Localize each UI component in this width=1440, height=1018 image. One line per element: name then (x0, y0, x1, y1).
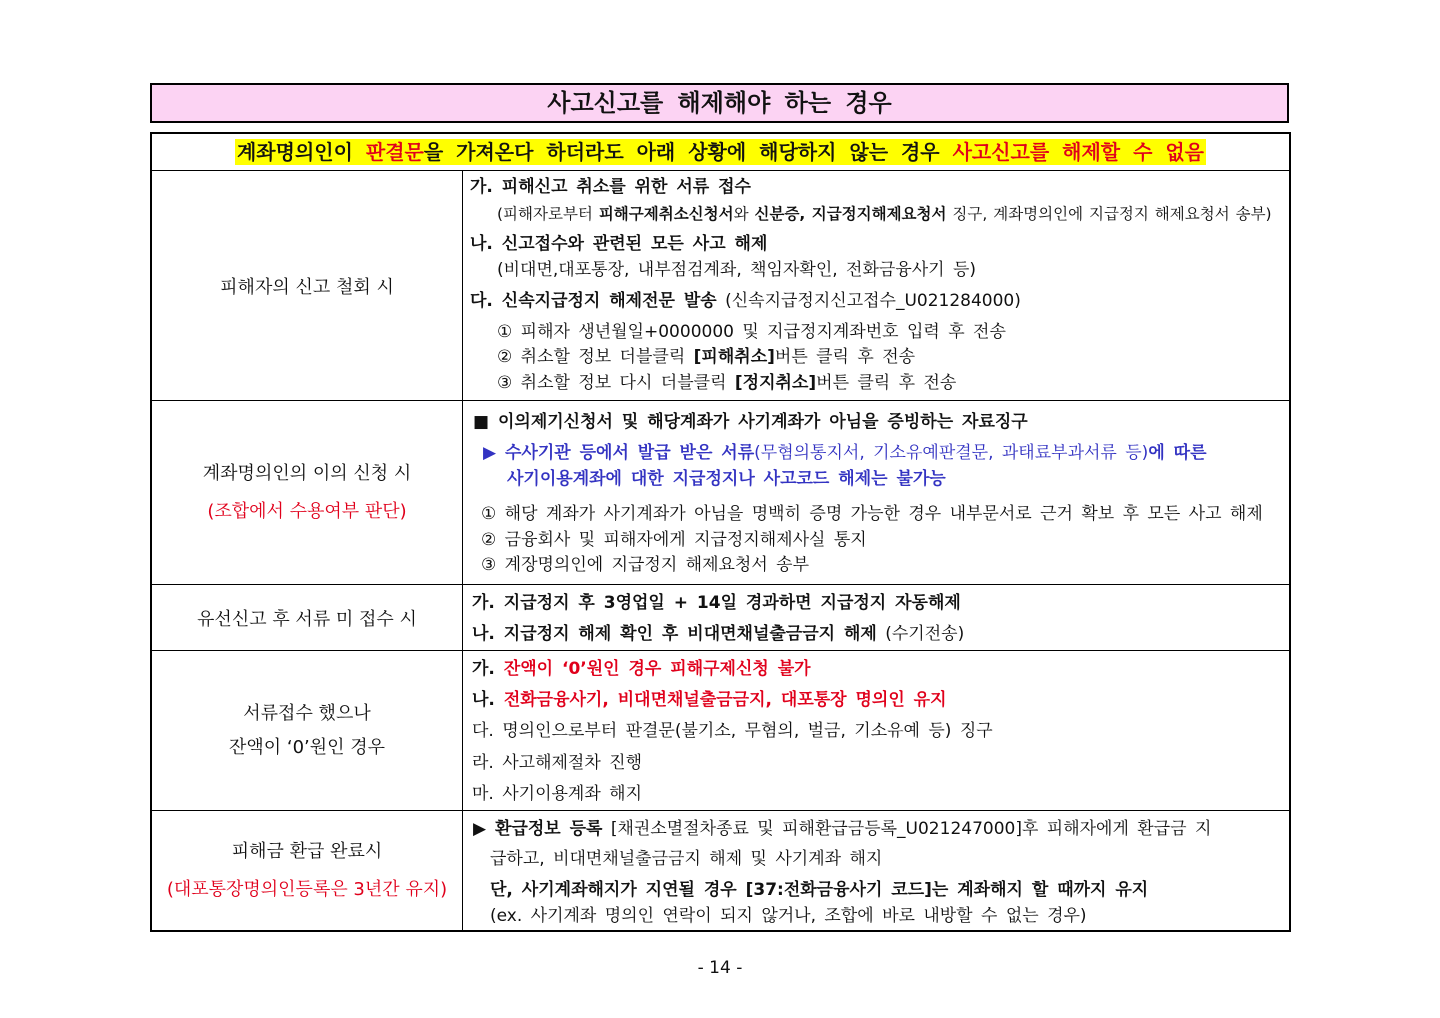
phone-item-b-text: 나. 지급정지 해제 확인 후 비대면채널출금금지 해제 (472, 624, 877, 644)
notice-middle: 을 가져온다 하더라도 아래 상황에 해당하지 않는 경우 (423, 140, 940, 164)
detail-joiner: 와 (733, 205, 749, 223)
notice-lead: 계좌명의인이 (236, 140, 353, 164)
case-detail-cell (463, 651, 1289, 810)
refund-example: (ex. 사기계좌 명의인 연락이 되지 않거나, 조합에 바로 내방할 수 없는 경우) (490, 906, 1087, 926)
objection-requirement: ■ 이의제기신청서 및 해당계좌가 사기계좌가 아님을 증빙하는 자료징구 (473, 412, 1028, 432)
case-label: 피해금 환급 완료시 (231, 840, 383, 862)
notice-conclusion: 사고신고를 해제할 수 없음 (952, 140, 1205, 164)
notice-keyword: 판결문 (365, 140, 424, 164)
case-label-line-1: 서류접수 했으나 (243, 702, 371, 724)
case-label: 계좌명의인의 이의 신청 시 (202, 462, 412, 484)
withdrawal-item-a-detail (497, 202, 1272, 226)
row-holder-objection (152, 400, 1289, 584)
row-victim-withdrawal (152, 170, 1289, 400)
release-conditions-table (150, 132, 1291, 932)
row-refund-complete (152, 810, 1289, 930)
item-marker: 가. (472, 659, 495, 679)
detail-open: (피해자로부터 (497, 205, 593, 223)
row-phone-report (152, 584, 1289, 650)
step-button-name: [피해취소] (693, 347, 775, 367)
item-c-code: (신속지급정지신고접수_U021284000) (725, 291, 1021, 311)
refund-line-2: 급하고, 비대면채널출금금지 해제 및 사기계좌 해지 (490, 849, 883, 869)
title-box (150, 83, 1289, 123)
refund-line-1 (473, 817, 1211, 841)
withdrawal-step-2 (497, 345, 915, 369)
zero-item-e: 마. 사기이용계좌 해지 (472, 784, 643, 804)
case-detail-cell (463, 171, 1289, 400)
objection-step-3: ③ 계장명의인에 지급정지 해제요청서 송부 (481, 555, 810, 575)
case-label-cell (152, 585, 463, 650)
case-label-cell (152, 811, 463, 930)
case-label: 피해자의 신고 철회 시 (220, 276, 394, 298)
objection-step-2: ② 금융회사 및 피해자에게 지급정지해제사실 통지 (481, 530, 867, 550)
step-text: ③ 취소할 정보 다시 더블클릭 (497, 373, 727, 393)
case-label: 유선신고 후 서류 미 접수 시 (197, 608, 417, 630)
warning-start: ▶ 수사기관 등에서 발급 받은 서류 (483, 443, 755, 463)
case-label-cell (152, 171, 463, 400)
refund-line-1-text: [채권소멸절차종료 및 피해환급금등록_U021247000]후 피해자에게 환급금 지 (610, 819, 1212, 839)
doc-relief-cancel: 피해구제취소신청서 (598, 205, 734, 223)
zero-item-a-text: 잔액이 ‘0’원인 경우 피해구제신청 불가 (503, 659, 811, 679)
withdrawal-item-a: 가. 피해신고 취소를 위한 서류 접수 (470, 177, 751, 197)
page-number: - 14 - (697, 958, 743, 978)
zero-item-d: 라. 사고해제절차 진행 (472, 753, 643, 773)
step-button-name: [정지취소] (734, 373, 817, 393)
case-detail-cell (463, 401, 1289, 584)
phone-item-b (472, 622, 964, 646)
case-sublabel: (대포통장명의인등록은 3년간 유지) (166, 878, 448, 900)
zero-item-a (472, 657, 811, 681)
withdrawal-step-3 (497, 371, 956, 395)
phone-item-b-note: (수기전송) (885, 624, 965, 644)
warning-examples: (무혐의통지서, 기소유예판결문, 과태료부과서류 등) (754, 443, 1149, 463)
objection-warning-line-1 (483, 441, 1207, 465)
case-detail-cell (463, 585, 1289, 650)
refund-head: ▶ 환급정보 등록 (473, 819, 603, 839)
warning-end: 에 따른 (1148, 443, 1207, 463)
withdrawal-item-c (470, 289, 1021, 313)
case-detail-cell (463, 811, 1289, 930)
case-sublabel: (조합에서 수용여부 판단) (207, 500, 407, 522)
refund-exception: 단, 사기계좌해지가 지연될 경우 [37:전화금융사기 코드]는 계좌해지 할 때까지 유지 (490, 880, 1149, 900)
item-marker: 나. (472, 690, 495, 710)
step-text-end: 버튼 클릭 후 전송 (774, 347, 916, 367)
case-label-line-2: 잔액이 ‘0’원인 경우 (228, 736, 386, 758)
page-title: 사고신고를 해제해야 하는 경우 (547, 89, 892, 117)
zero-item-b-text: 전화금융사기, 비대면채널출금금지, 대포통장 명의인 유지 (503, 690, 947, 710)
withdrawal-step-1: ① 피해자 생년월일+0000000 및 지급정지계좌번호 입력 후 전송 (497, 322, 1006, 342)
withdrawal-item-b: 나. 신고접수와 관련된 모든 사고 해제 (470, 234, 768, 254)
case-label-cell (152, 401, 463, 584)
case-label-cell (152, 651, 463, 810)
step-text: ② 취소할 정보 더블클릭 (497, 347, 686, 367)
phone-item-a: 가. 지급정지 후 3영업일 + 14일 경과하면 지급정지 자동해제 (472, 593, 961, 613)
zero-item-c: 다. 명의인으로부터 판결문(불기소, 무혐의, 벌금, 기소유예 등) 징구 (472, 721, 993, 741)
objection-warning-line-2: 사기이용계좌에 대한 지급정지나 사고코드 해제는 불가능 (507, 469, 946, 489)
zero-item-b (472, 688, 947, 712)
objection-step-1: ① 해당 계좌가 사기계좌가 아님을 명백히 증명 가능한 경우 내부문서로 근거 확보 후 모든 사고 해제 (481, 504, 1263, 524)
detail-rest: 징구, 계좌명의인에 지급정지 해제요청서 송부) (952, 205, 1272, 223)
doc-id-release: 신분증, 지급정지해제요청서 (754, 205, 947, 223)
notice-row (152, 134, 1289, 170)
notice-text (235, 139, 1206, 165)
step-text-end: 버튼 클릭 후 전송 (816, 373, 957, 393)
withdrawal-item-b-detail: (비대면,대포통장, 내부점검계좌, 책임자확인, 전화금융사기 등) (497, 260, 977, 280)
item-c-title: 다. 신속지급정지 해제전문 발송 (470, 291, 717, 311)
row-zero-balance (152, 650, 1289, 810)
